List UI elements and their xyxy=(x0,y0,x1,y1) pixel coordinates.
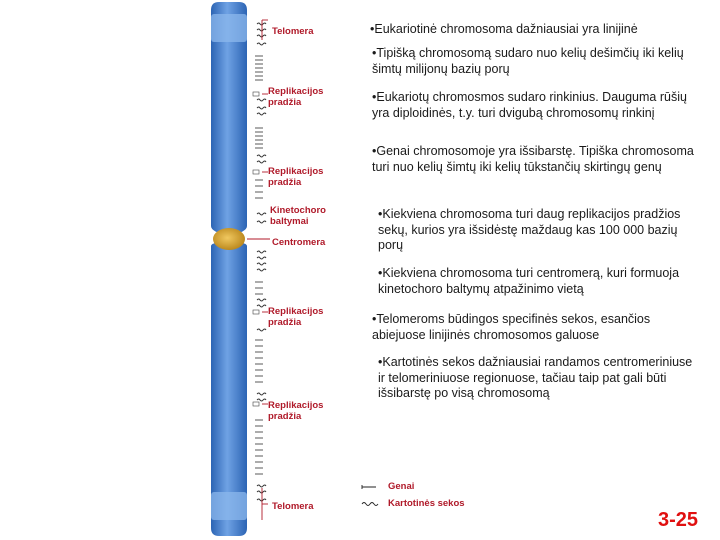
fact-base-pairs: •Tipišką chromosomą sudaro nuo kelių dešimčių iki kelių šimtų milijonų bazių porų xyxy=(372,46,684,76)
replication-origin-label-3: Replikacijos pradžia xyxy=(268,306,324,328)
fact-diploid: •Eukariotų chromosmos sudaro rinkinius. Dauguma rūšių yra diploidinės, t.y. turi dvigubą chromosomų rinkinį xyxy=(372,90,687,120)
replication-origin-label-1: Replikacijos pradžia xyxy=(268,86,324,108)
fact-genes: •Genai chromosomoje yra išsibarstę. Tipiška chromosoma turi nuo kelių šimtų iki kelių tūkstančių skirtingų genų xyxy=(372,144,694,174)
legend-icons xyxy=(362,485,378,506)
centromere-label: Centromera xyxy=(272,237,326,248)
legend-genes-label: Genai xyxy=(388,481,415,492)
legend-repeats-label: Kartotinės sekos xyxy=(388,498,465,509)
replication-origin-label-4: Replikacijos pradžia xyxy=(268,400,324,422)
repeat-legend-icon xyxy=(362,503,378,506)
kinetochore-label: Kinetochoro baltymai xyxy=(270,205,326,227)
fact-centromere: •Kiekviena chromosoma turi centromerą, kuri formuoja kinetochoro baltymų atpažinimo vietą xyxy=(378,266,680,296)
fact-replication-origins: •Kiekviena chromosoma turi daug replikacijos pradžios sekų, kurios yra išsidėstę maždaug kas 100 000 bazių porų xyxy=(378,207,681,252)
gene-legend-icon xyxy=(362,485,376,489)
telomere-bottom-label: Telomera xyxy=(272,501,314,512)
fact-telomeres: •Telomeroms būdingos specifinės sekos, esančios abiejuose linijinės chromosomos galuose xyxy=(372,312,651,342)
replication-origin-label-2: Replikacijos pradžia xyxy=(268,166,324,188)
fact-repeats: •Kartotinės sekos dažniausiai randamos centromeriniuse ir telomeriniuose regionuose, tačiau taip pat gali būti išsibarstę po visą chromosomą xyxy=(378,355,693,400)
telomere-cap-top xyxy=(211,14,247,42)
telomere-cap-bottom xyxy=(211,492,247,520)
centromere-knob xyxy=(213,228,245,250)
telomere-top-label: Telomera xyxy=(272,26,314,37)
origin-markers xyxy=(253,92,259,406)
page-number: 3-25 xyxy=(657,509,698,531)
chromosome xyxy=(211,2,247,536)
fact-linear: •Eukariotinė chromosoma dažniausiai yra linijinė xyxy=(370,22,638,36)
chromosome-lower-arm xyxy=(211,242,247,536)
